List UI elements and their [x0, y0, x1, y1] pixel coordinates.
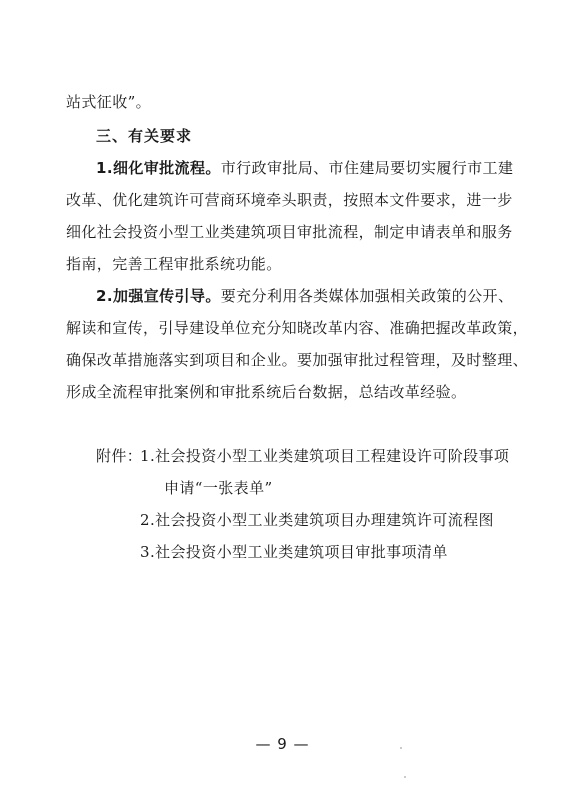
item-title: 加强宣传引导。: [112, 287, 221, 305]
page-number: — 9 —: [255, 735, 310, 753]
paragraph-tail: [66, 92, 151, 112]
text-line: 改革、优化建筑许可营商环境牵头职责，按照本文件要求，进一步: [66, 191, 513, 209]
text-line: 形成全流程审批案例和审批系统后台数据，总结改革经验。: [66, 383, 467, 401]
text-line: 细化社会投资小型工业类建筑项目审批流程，制定申请表单和服务: [66, 223, 513, 241]
text-line: 站式征收”。: [66, 93, 152, 111]
attachment-item: 3.社会投资小型工业类建筑项目审批事项清单: [140, 543, 448, 561]
item-1-first-line: [96, 158, 513, 178]
attachments-label: 附件：: [96, 447, 143, 465]
item-number: 1.: [96, 159, 113, 177]
text-line: 市行政审批局、市住建局要切实履行市工建: [220, 159, 514, 177]
attachment-item-continued: 申请“一张表单”: [164, 479, 273, 497]
heading-text: 三、有关要求: [96, 127, 193, 145]
attachment-item: 1.社会投资小型工业类建筑项目工程建设许可阶段事项: [140, 447, 510, 465]
text-line: 要充分利用各类媒体加强相关政策的公开、: [220, 287, 514, 305]
text-line: 指南，完善工程审批系统功能。: [66, 255, 282, 273]
scan-speck: [400, 747, 402, 749]
text-line: 确保改革措施落实到项目和企业。要加强审批过程管理，及时整理、: [66, 351, 529, 369]
text-line: 解读和宣传，引导建设单位充分知晓改革内容、准确把握改革政策，: [66, 319, 529, 337]
scan-speck: [404, 776, 406, 778]
item-title: 细化审批流程。: [112, 159, 221, 177]
item-2-first-line: [96, 286, 513, 306]
section-heading: [96, 126, 192, 146]
attachment-item: 2.社会投资小型工业类建筑项目办理建筑许可流程图: [140, 511, 494, 529]
item-number: 2.: [96, 287, 113, 305]
